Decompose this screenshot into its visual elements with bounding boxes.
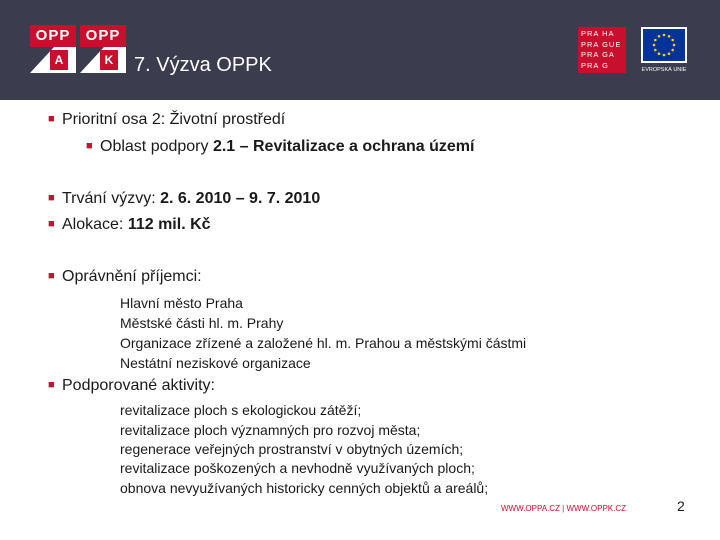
praha-logo-line: PRA G [581, 60, 609, 70]
eu-logo [641, 27, 687, 75]
list-item: obnova nevyužívaných historicky cenných objektů a areálů; [120, 480, 489, 496]
eu-label: EVROPSKÁ UNIE [641, 67, 687, 73]
bullet-opravneni-prijemci [48, 268, 202, 286]
trvani-label: Trvání výzvy: [62, 190, 161, 207]
list-item: regenerace veřejných prostranství v obytných územích; [120, 441, 464, 457]
list-item: revitalizace poškozených a nevhodně využívaných ploch; [120, 460, 475, 476]
praha-logo [578, 27, 626, 73]
praha-logo-line: PRA HA [581, 29, 615, 38]
list-item: Organizace zřízené a založené hl. m. Prahou a městskými částmi [120, 335, 527, 351]
opravneni-heading: Oprávnění příjemci: [62, 268, 202, 285]
oppk-logo [80, 25, 126, 73]
alokace-value: 112 mil. Kč [127, 216, 211, 233]
oppk-logo-text: OPP [80, 25, 126, 47]
oppa-logo-text: OPP [30, 25, 76, 47]
bullet-icon: ■ [48, 192, 55, 204]
list-item: Nestátní neziskové organizace [120, 355, 311, 371]
oppa-logo [30, 25, 76, 73]
praha-logo-line: PRA GUE [581, 39, 622, 49]
bullet-prioritni-osa [48, 111, 285, 129]
oppk-logo-letter: K [100, 50, 118, 70]
bullet-icon: ■ [48, 379, 55, 391]
list-item: Městské části hl. m. Prahy [120, 315, 284, 331]
bullet-icon: ■ [48, 270, 55, 282]
slide-header [0, 0, 720, 100]
page-number: 2 [677, 498, 685, 514]
bullet-icon: ■ [48, 113, 55, 125]
osa-label: Prioritní osa 2: [62, 111, 170, 128]
oblast-label: Oblast podpory [100, 138, 213, 155]
bullet-podporovane-aktivity [48, 377, 215, 395]
bullet-icon: ■ [86, 140, 93, 152]
bullet-alokace [48, 216, 211, 234]
list-item: Hlavní město Praha [120, 295, 243, 311]
oppa-logo-letter: A [50, 50, 68, 70]
bullet-trvani-vyzvy [48, 190, 320, 208]
trvani-value: 2. 6. 2010 – 9. 7. 2010 [160, 190, 321, 207]
praha-logo-line: PRA GA [581, 50, 615, 59]
page-title: 7. Výzva OPPK [134, 54, 272, 76]
list-item: revitalizace ploch významných pro rozvoj města; [120, 422, 421, 438]
eu-flag-icon [641, 27, 687, 63]
list-item: revitalizace ploch s ekologickou zátěží; [120, 402, 362, 418]
oblast-value: 2.1 – Revitalizace a ochrana území [212, 138, 475, 155]
alokace-label: Alokace: [62, 216, 128, 233]
footer-links[interactable]: WWW.OPPA.CZ | WWW.OPPK.CZ [501, 504, 627, 513]
bullet-icon: ■ [48, 218, 55, 230]
aktivity-heading: Podporované aktivity: [62, 377, 215, 394]
bullet-oblast-podpory [86, 138, 474, 156]
osa-value: Životní prostředí [169, 111, 286, 128]
